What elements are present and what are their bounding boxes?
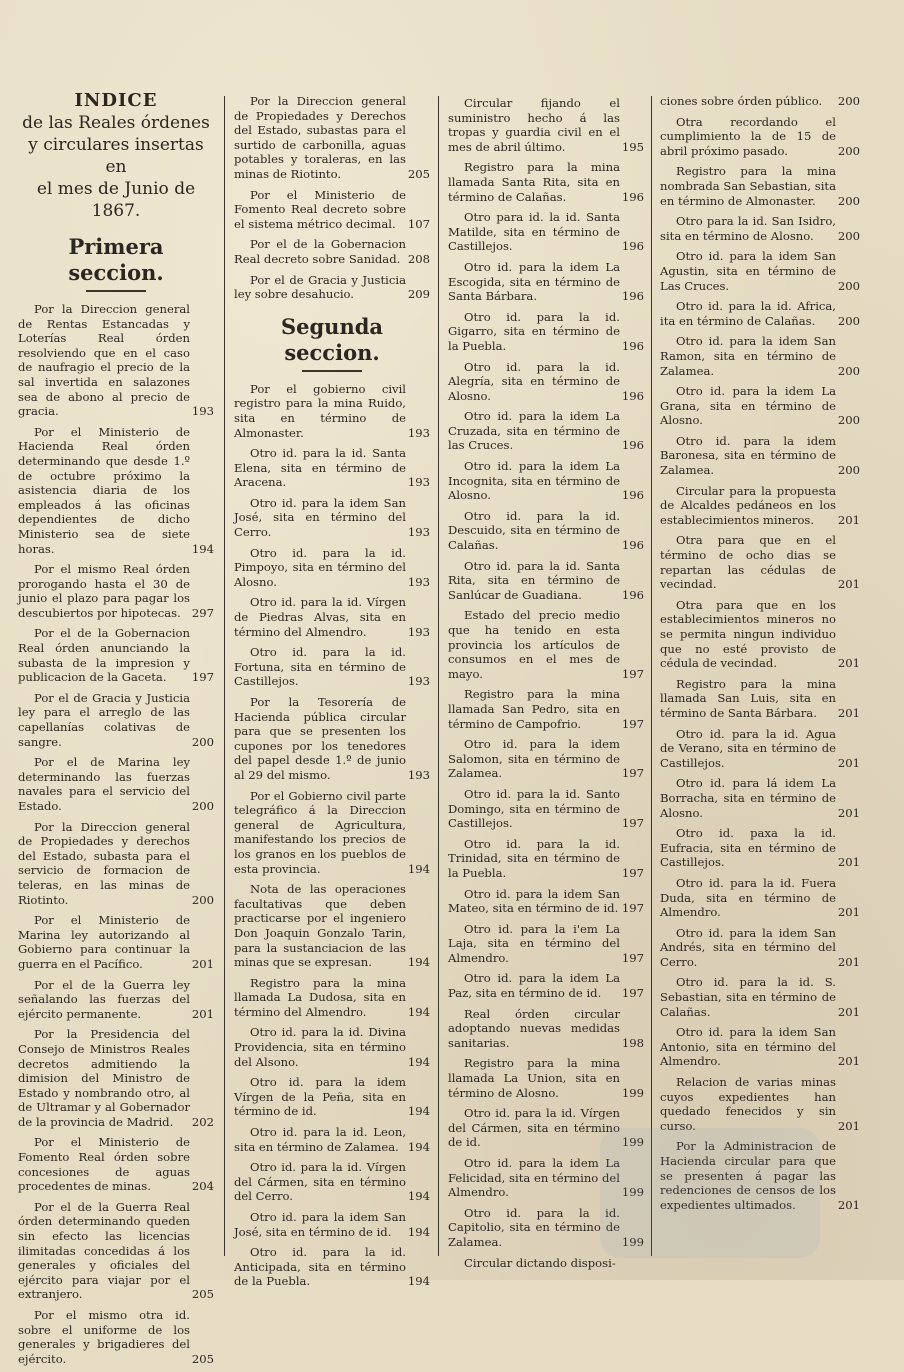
index-entry: [448, 310, 644, 354]
index-entry-text: Relacion de varias minas cuyos expedientes han quedado fenecidos y sin curso.: [660, 1075, 836, 1133]
section-rule: [86, 290, 146, 292]
index-entry-page-number: 194: [191, 541, 214, 556]
index-entry: [448, 459, 644, 503]
index-entry-text: Otro id. para la id. Vírgen de Piedras Alvas, sita en término del Almendro.: [234, 595, 406, 639]
index-entry-text: Registro para la mina llamada La Dudosa, sita en término del Almendro.: [234, 975, 406, 1019]
index-entry-text: Otro id. para la idem San Andrés, sita en término del Cerro.: [660, 925, 836, 969]
index-entry-text: Otro id. para la idem La Grana, sita en término de Alosno.: [660, 384, 836, 428]
index-entry-text: Otro para id. la id. Santa Matilde, sita en término de Castillejos.: [448, 210, 620, 254]
index-entry: [234, 188, 430, 232]
index-entry: [18, 1027, 214, 1129]
index-entry-text: Otro id. para la idem La Escogida, sita en término de Santa Bárbara.: [448, 259, 620, 304]
index-entry: [448, 887, 644, 916]
index-entry-page-number: 200: [837, 278, 860, 293]
index-entry-text: Otra recordando el cumplimiento la de 15 de abril próximo pasado.: [660, 114, 836, 158]
index-entry-page-number: 200: [837, 313, 860, 328]
index-entry-text: Otro id. para la id. Vírgen del Cármen, sita en término del Cerro.: [234, 1160, 406, 1204]
entry-list-col1: [18, 302, 214, 1366]
index-entry-text: Real órden circular adoptando nuevas medidas sanitarias.: [448, 1006, 620, 1050]
index-entry-page-number: 194: [407, 1139, 430, 1154]
index-entry-text: Registro para la mina llamada La Union, sita en término de Alosno.: [448, 1056, 620, 1100]
index-entry: [660, 115, 860, 159]
column-2: [234, 94, 430, 1295]
index-entry: [660, 384, 860, 428]
index-entry: [660, 677, 860, 721]
index-entry-page-number: 196: [621, 239, 644, 254]
index-entry-page-number: 201: [837, 656, 860, 671]
index-entry-page-number: 199: [621, 1135, 644, 1150]
index-entry-text: Por el de la Guerra ley señalando las fuerzas del ejército permanente.: [18, 977, 190, 1021]
index-entry-page-number: 205: [191, 1351, 214, 1366]
column-4: [660, 94, 860, 1218]
index-entry-text: Otro id. paxa la id. Eufracia, sita en término de Castillejos.: [660, 826, 836, 870]
index-entry: [234, 1025, 430, 1069]
index-entry-text: Otro id. para lá idem La Borracha, sita en término de Alosno.: [660, 776, 836, 820]
index-entry-page-number: 196: [621, 289, 644, 304]
index-entry-text: Por el de Marina ley determinando las fuerzas navales para el servicio del Estado.: [18, 755, 190, 813]
index-entry-text: Otra para que en el término de ocho dias se repartan las cédulas de vecindad.: [660, 533, 836, 592]
index-entry: [660, 876, 860, 920]
index-entry-page-number: 201: [837, 755, 860, 770]
index-entry: [448, 971, 644, 1000]
index-entry: [18, 691, 214, 749]
index-entry: [234, 546, 430, 590]
index-entry-page-number: 193: [407, 475, 430, 490]
index-entry-page-number: 196: [621, 388, 644, 403]
index-entry-text: Otro id. para la id. Santa Rita, sita en término de Sanlúcar de Guadiana.: [448, 558, 620, 602]
index-entry-text: Otro id. para la idem San José, sita en término de id.: [234, 1210, 406, 1239]
entry-list-col3: [448, 96, 644, 1270]
index-entry-page-number: 196: [621, 338, 644, 353]
index-entry-text: Otro id. para la idem La Paz, sita en término de id.: [448, 971, 620, 1001]
index-entry-page-number: 204: [191, 1179, 214, 1194]
index-entry-page-number: 297: [191, 605, 214, 620]
index-entry-text: Otro id. para la id. S. Sebastian, sita en término de Calañas.: [660, 975, 836, 1019]
index-entry-text: Otro id. para la i'em La Laja, sita en término del Almendro.: [448, 921, 620, 965]
index-entry-page-number: 193: [191, 404, 214, 419]
index-entry: [234, 882, 430, 970]
index-entry-page-number: 200: [191, 734, 214, 749]
index-entry-text: Por el mismo otra id. sobre el uniforme de los generales y brigadieres del ejército.: [18, 1308, 190, 1366]
index-entry-page-number: 194: [407, 1004, 430, 1019]
index-entry-text: Por el de la Gobernacion Real decreto sobre Sanidad.: [234, 237, 406, 266]
index-entry-page-number: 193: [407, 674, 430, 689]
index-entry-page-number: 193: [407, 624, 430, 639]
index-entry: [448, 160, 644, 204]
index-entry-page-number: 196: [621, 587, 644, 602]
index-entry: [660, 776, 860, 820]
index-entry-page-number: 194: [407, 1224, 430, 1239]
index-entry: [448, 96, 644, 154]
index-entry-text: Otro id. para la id. Gigarro, sita en término de la Puebla.: [448, 309, 620, 353]
index-entry: [234, 595, 430, 639]
index-entry: [234, 1125, 430, 1154]
entry-list-col2: [234, 382, 430, 1289]
index-entry-page-number: 201: [837, 512, 860, 527]
index-entry-page-number: 197: [621, 986, 644, 1001]
column-divider: [438, 96, 439, 1256]
index-entry-text: Registro para la mina llamada San Luis, sita en término de Santa Bárbara.: [660, 676, 836, 720]
column-3: [448, 96, 644, 1276]
index-entry-page-number: 197: [621, 865, 644, 880]
index-entry-text: Por la Direccion general de Propiedades y derechos del Estado, subasta para el servicio de formacion de teleras, en las minas de Riotinto.: [18, 819, 190, 907]
index-entry: [18, 425, 214, 556]
index-entry: [448, 837, 644, 881]
index-entry-text: Por la Presidencia del Consejo de Ministros Reales decretos admitiendo la dimision del Ministro de Estado y nombrando otro, al de Ultramar y al Gobernador de la provincia de Madrid.: [18, 1027, 190, 1129]
index-entry-page-number: 194: [407, 1104, 430, 1119]
index-entry-text: Por el mismo Real órden prorogando hasta el 30 de junio el plazo para pagar los descubiertos por hipotecas.: [18, 562, 190, 620]
index-entry-page-number: 200: [837, 363, 860, 378]
index-entry-page-number: 194: [407, 955, 430, 970]
index-entry-page-number: 201: [191, 956, 214, 971]
index-entry-text: Por el Ministerio de Hacienda Real órden determinando que desde 1.º de octubre próximo la asistencia diaria de los empleados á las oficinas dependientes de dicho Ministerio sea de siete horas.: [18, 424, 190, 556]
index-entry-page-number: 197: [621, 816, 644, 831]
index-entry: [234, 1245, 430, 1289]
index-entry-text: Otro id. para la id. Africa, ita en término de Calañas.: [660, 299, 836, 328]
index-entry: [660, 299, 860, 328]
index-entry-text: Registro para la mina llamada Santa Rita, sita en término de Calañas.: [448, 160, 620, 204]
index-entry-text: Otro id. para la id. Divina Providencia, sita en término del Alsono.: [234, 1025, 406, 1069]
index-entry-text: Circular fijando el suministro hecho á las tropas y guardia civil en el mes de abril último.: [448, 96, 620, 154]
index-entry: [18, 978, 214, 1022]
index-entry-page-number: 196: [621, 189, 644, 204]
library-stamp-watermark: [600, 1128, 820, 1258]
index-entry: [234, 382, 430, 440]
index-entry: [18, 820, 214, 908]
index-entry-text: Otro id. para la id. Trinidad, sita en término de la Puebla.: [448, 836, 620, 880]
index-entry: [448, 922, 644, 966]
index-entry-page-number: 201: [837, 805, 860, 820]
index-entry-page-number: 199: [621, 1234, 644, 1249]
index-entry-text: Circular para la propuesta de Alcaldes pedáneos en los establecimientos mineros.: [660, 483, 836, 527]
index-entry-text: Nota de las operaciones facultativas que deben practicarse por el ingeniero Don Joaquin Gonzalo Tarin, para la sustanciacion de las minas que se expresan.: [234, 882, 406, 970]
index-entry-text: Otro para la id. San Isidro, sita en término de Alosno.: [660, 214, 836, 243]
index-entry-page-number: 201: [837, 1054, 860, 1069]
index-entry-text: Otro id. para la id. Pimpoyo, sita en término del Alosno.: [234, 545, 406, 589]
index-entry-text: Otro id. para la id. Anticipada, sita en término de la Puebla.: [234, 1245, 406, 1289]
index-entry-text: Otro id. para la idem La Felicidad, sita en término del Almendro.: [448, 1156, 620, 1200]
index-entry-page-number: 201: [837, 1197, 860, 1212]
entry-list-col4: [660, 94, 860, 1212]
index-entry: [448, 260, 644, 304]
index-entry-text: ciones sobre órden público.: [660, 94, 823, 108]
index-entry-text: Otro id. para la idem San Antonio, sita en término del Almendro.: [660, 1025, 836, 1069]
index-entry-page-number: 200: [837, 193, 860, 208]
index-entry-page-number: 197: [621, 666, 644, 681]
index-entry-text: Por el de Gracia y Justicia ley para el arreglo de las capellanías colativas de sangre.: [18, 690, 190, 749]
index-entry: [18, 562, 214, 620]
index-entry: [18, 302, 214, 419]
index-entry: [234, 645, 430, 689]
index-entry-text: Otro id. para la idem San Mateo, sita en término de id.: [448, 886, 620, 916]
index-entry-text: Por la Administracion de Hacienda circular para que se presenten á pagar las redenciones de censos de los expedientes ultimados.: [660, 1139, 836, 1212]
index-entry-text: Por el Ministerio de Marina ley autorizando al Gobierno para continuar la guerra en el Pacífico.: [18, 913, 190, 971]
index-entry-page-number: 197: [621, 950, 644, 965]
index-entry-text: Otro id. para la id. Vírgen del Cármen, sita en término de id.: [448, 1106, 620, 1150]
index-entry-page-number: 209: [407, 287, 430, 302]
index-entry-page-number: 199: [621, 1085, 644, 1100]
index-entry: [660, 214, 860, 243]
index-entry-text: Otro id. para la id. Descuido, sita en término de Calañas.: [448, 508, 620, 553]
index-entry-text: Otro id. para la id. Santo Domingo, sita en término de Castillejos.: [448, 786, 620, 831]
index-entry-page-number: 197: [621, 901, 644, 916]
index-entry: [448, 787, 644, 831]
index-entry: [660, 94, 860, 109]
index-entry: [448, 559, 644, 603]
index-entry-page-number: 200: [837, 228, 860, 243]
index-entry-text: Otro id. para la id. Capitolio, sita en término de Zalamea.: [448, 1205, 620, 1249]
index-entry: [448, 1056, 644, 1100]
index-entry-page-number: 200: [191, 892, 214, 907]
index-entry-page-number: 193: [407, 525, 430, 540]
index-subtitle-line3: el mes de Junio de 1867.: [36, 179, 196, 221]
index-entry-text: Circular dictando disposi-: [464, 1255, 616, 1270]
index-entry: [660, 334, 860, 378]
index-entry-page-number: 194: [407, 1274, 430, 1289]
index-entry-text: Registro para la mina llamada San Pedro, sita en término de Campofrio.: [448, 687, 620, 731]
index-subtitle-line2: y circulares insertas en: [28, 135, 204, 177]
index-entry-page-number: 201: [837, 1004, 860, 1019]
index-entry-page-number: 193: [407, 425, 430, 440]
index-entry: [448, 1256, 644, 1271]
index-entry: [660, 533, 860, 591]
index-entry: [448, 737, 644, 781]
index-entry: [660, 249, 860, 293]
index-entry-text: Otro id. para la id. Alegría, sita en término de Alosno.: [448, 359, 620, 403]
section-title-segunda: Segunda seccion.: [280, 313, 384, 365]
index-entry: [18, 1200, 214, 1302]
index-entry-text: Otro id. para la idem San Agustin, sita en término de Las Cruces.: [660, 249, 836, 293]
index-entry: [448, 687, 644, 731]
index-entry: [234, 1075, 430, 1119]
index-entry-page-number: 196: [621, 438, 644, 453]
index-entry-text: Otro id. para la idem Vírgen de la Peña, sita en término de id.: [234, 1075, 406, 1119]
index-entry-text: Por el de la Guerra Real órden determinando queden sin efecto las licencias ilimitadas concedidas á los generales y oficiales del ejército para viajar por el extranjero.: [18, 1199, 190, 1302]
index-entry-text: Por la Tesorería de Hacienda pública circular para que se presenten los cupones por los tenedores del papel desde 1.º de junio al 29 del mismo.: [234, 695, 406, 782]
index-entry: [18, 1135, 214, 1193]
index-entry-page-number: 201: [837, 577, 860, 592]
index-entry-page-number: 201: [837, 1118, 860, 1133]
index-entry-page-number: 205: [191, 1287, 214, 1302]
index-entry-text: Por el de la Gobernacion Real órden anunciando la subasta de la impresion y publicacion de la Gaceta.: [18, 626, 190, 685]
index-entry-page-number: 196: [621, 488, 644, 503]
index-entry-text: Por el Gobierno civil parte telegráfico á la Direccion general de Agricultura, manifestando los precios de los granos en los pueblos de esta provincia.: [234, 788, 406, 876]
index-entry: [660, 1025, 860, 1069]
index-entry: [234, 496, 430, 540]
entry-list-col2-top: [234, 94, 430, 302]
index-entry-text: Otro id. para la id. Agua de Verano, sita en término de Castillejos.: [660, 726, 836, 770]
section-rule: [302, 370, 362, 372]
index-entry-text: Otra para que en los establecimientos mineros no se permita ningun individuo que no esté provisto de cédula de vecindad.: [660, 597, 836, 671]
index-entry: [660, 484, 860, 528]
index-entry: [448, 409, 644, 453]
index-entry-page-number: 194: [407, 1054, 430, 1069]
index-entry-page-number: 200: [837, 143, 860, 158]
index-entry-text: Por el gobierno civil registro para la mina Ruido, sita en término de Almonaster.: [234, 381, 406, 440]
index-entry: [234, 1210, 430, 1239]
index-entry-page-number: 194: [407, 861, 430, 876]
index-entry: [448, 210, 644, 254]
index-entry-page-number: 193: [407, 767, 430, 782]
index-subtitle-line1: de las Reales órdenes: [22, 113, 210, 133]
index-entry-text: Otro id. para la idem La Cruzada, sita en término de las Cruces.: [448, 409, 620, 453]
index-entry: [234, 976, 430, 1020]
index-entry: [660, 434, 860, 478]
index-entry: [234, 446, 430, 490]
index-entry-text: Otro id. para la id. Leon, sita en término de Zalamea.: [234, 1125, 406, 1154]
index-entry-text: Otro id. para la idem Baronesa, sita en término de Zalamea.: [660, 433, 836, 478]
index-entry: [234, 789, 430, 877]
index-entry: [660, 727, 860, 771]
index-entry-text: Estado del precio medio que ha tenido en esta provincia los artículos de consumos en el mes de mayo.: [448, 608, 620, 681]
index-entry: [660, 975, 860, 1019]
index-entry: [448, 608, 644, 681]
index-entry-text: Por la Direccion general de Propiedades y Derechos del Estado, subastas para el surtido de carbonilla, aguas potables y toraleras, en las minas de Riotinto.: [234, 94, 406, 181]
index-entry-page-number: 197: [621, 716, 644, 731]
index-entry-page-number: 195: [621, 139, 644, 154]
index-entry-text: Por la Direccion general de Rentas Estancadas y Loterías Real órden resolviendo que en el caso de naufragio el precio de la sal invertida en salazones sea de abono al precio de gracia.: [18, 302, 190, 419]
index-entry: [234, 1160, 430, 1204]
index-entry: [660, 598, 860, 671]
index-entry-text: Otro id. para la id. Fuera Duda, sita en término de Almendro.: [660, 875, 836, 920]
index-entry-text: Otro id. para la idem La Incognita, sita en término de Alosno.: [448, 459, 620, 503]
column-divider: [224, 96, 225, 1256]
index-entry-page-number: 197: [621, 766, 644, 781]
index-entry-text: Otro id. para la idem Salomon, sita en término de Zalamea.: [448, 737, 620, 781]
index-entry-text: Otro id. para la idem San José, sita en término del Cerro.: [234, 495, 406, 540]
index-entry-page-number: 201: [837, 855, 860, 870]
index-entry-page-number: 201: [837, 954, 860, 969]
index-entry-text: Por el Ministerio de Fomento Real órden sobre concesiones de aguas procedentes de minas.: [18, 1135, 190, 1194]
index-entry-page-number: 196: [621, 538, 644, 553]
index-entry: [660, 826, 860, 870]
index-entry: [660, 1075, 860, 1133]
index-entry: [18, 626, 214, 684]
index-entry-page-number: 201: [837, 905, 860, 920]
index-entry-page-number: 201: [837, 705, 860, 720]
index-entry-page-number: 107: [407, 216, 430, 231]
index-entry-text: Otro id. para la id. Fortuna, sita en término de Castillejos.: [234, 645, 406, 689]
index-entry: [448, 509, 644, 553]
index-entry-text: Otro id. para la idem San Ramon, sita en término de Zalamea.: [660, 334, 836, 378]
index-entry-page-number: 198: [621, 1035, 644, 1050]
index-entry-text: Por el Ministerio de Fomento Real decreto sobre el sistema métrico decimal.: [234, 187, 406, 231]
index-entry-page-number: 193: [407, 574, 430, 589]
index-entry: [18, 755, 214, 813]
section-title-primera: Primera seccion.: [68, 234, 164, 285]
index-entry: [448, 360, 644, 404]
index-entry: [234, 237, 430, 266]
index-entry-page-number: 205: [407, 166, 430, 181]
column-1: [18, 90, 214, 1372]
index-entry: [234, 94, 430, 182]
index-entry-page-number: 201: [191, 1006, 214, 1021]
index-entry-text: Otro id. para la id. Santa Elena, sita en término de Aracena.: [234, 446, 406, 490]
index-entry-page-number: 200: [837, 463, 860, 478]
index-entry-text: Registro para la mina nombrada San Sebastian, sita en término de Almonaster.: [660, 164, 836, 208]
index-entry-page-number: 199: [621, 1185, 644, 1200]
index-entry: [18, 1308, 214, 1366]
index-entry: [660, 926, 860, 970]
index-entry-page-number: 202: [191, 1114, 214, 1129]
index-entry: [234, 273, 430, 302]
index-entry-page-number: 208: [407, 251, 430, 266]
index-entry-page-number: 194: [407, 1189, 430, 1204]
index-title: INDICE: [74, 90, 158, 111]
index-entry-page-number: 200: [837, 413, 860, 428]
index-entry: [234, 695, 430, 783]
index-entry: [448, 1007, 644, 1051]
index-entry: [18, 913, 214, 971]
index-entry: [660, 164, 860, 208]
column-divider: [651, 96, 652, 1256]
index-entry-page-number: 197: [191, 670, 214, 685]
index-entry-page-number: 200: [191, 799, 214, 813]
index-entry-text: Por el de Gracia y Justicia ley sobre desahucio.: [234, 272, 406, 302]
index-entry-page-number: 200: [837, 94, 860, 108]
